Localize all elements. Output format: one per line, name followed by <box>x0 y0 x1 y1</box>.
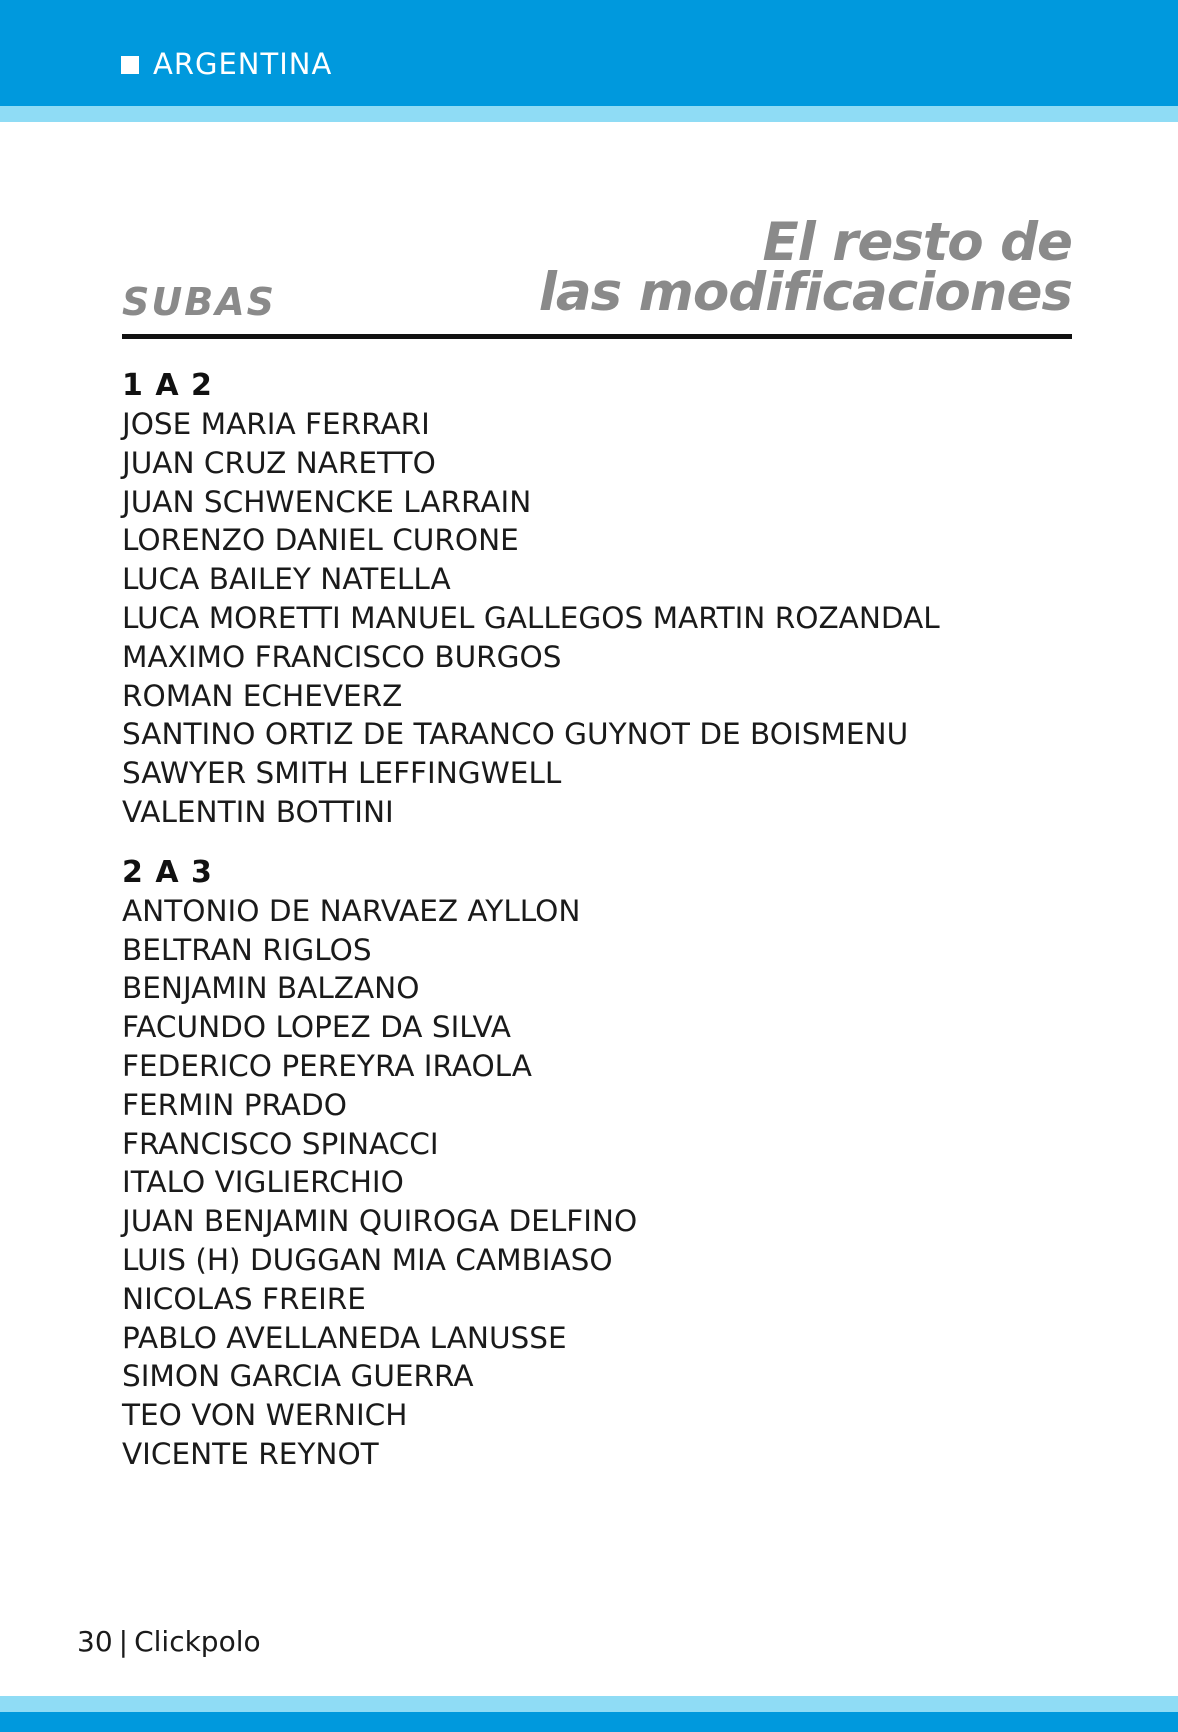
player-name: ITALO VIGLIERCHIO <box>122 1165 404 1200</box>
player-list <box>122 405 1072 832</box>
player-name: VALENTIN BOTTINI <box>122 794 394 829</box>
player-list <box>122 892 1072 1474</box>
page-footer <box>77 1625 261 1658</box>
player-name: LORENZO DANIEL CURONE <box>122 523 519 558</box>
page-number: 30 <box>77 1625 113 1658</box>
group-2-a-3 <box>122 853 1072 1474</box>
player-name: JUAN BENJAMIN QUIROGA DELFINO <box>122 1204 638 1239</box>
section-label: ARGENTINA <box>153 47 333 81</box>
footer-band <box>0 1712 1178 1732</box>
player-name: LUIS (H) DUGGAN MIA CAMBIASO <box>122 1242 613 1277</box>
player-name: ANTONIO DE NARVAEZ AYLLON <box>122 893 581 928</box>
page-title-line-1: El resto de <box>762 212 1072 273</box>
group-heading: 1 A 2 <box>122 368 213 403</box>
player-name: PABLO AVELLANEDA LANUSSE <box>122 1320 567 1355</box>
player-name: LUCA MORETTI MANUEL GALLEGOS MARTIN ROZANDAL <box>122 600 940 635</box>
square-bullet-icon <box>121 56 139 74</box>
publication-name: Clickpolo <box>134 1625 261 1658</box>
player-name: FACUNDO LOPEZ DA SILVA <box>122 1010 511 1045</box>
group-1-a-2 <box>122 366 1072 832</box>
page-title <box>538 212 1072 323</box>
player-name: TEO VON WERNICH <box>122 1398 408 1433</box>
footer-separator: | <box>118 1625 129 1658</box>
subtitle-subas: SUBAS <box>122 280 276 324</box>
player-name: SAWYER SMITH LEFFINGWELL <box>122 756 562 791</box>
footer-stripe <box>0 1696 1178 1712</box>
player-name: NICOLAS FREIRE <box>122 1281 366 1316</box>
header-stripe <box>0 106 1178 122</box>
player-name: JUAN CRUZ NARETTO <box>122 445 436 480</box>
player-name: FERMIN PRADO <box>122 1087 347 1122</box>
title-divider <box>122 334 1072 339</box>
player-name: BELTRAN RIGLOS <box>122 932 372 967</box>
player-name: BENJAMIN BALZANO <box>122 971 420 1006</box>
player-name: FEDERICO PEREYRA IRAOLA <box>122 1048 532 1083</box>
player-name: FRANCISCO SPINACCI <box>122 1126 439 1161</box>
group-heading: 2 A 3 <box>122 854 213 890</box>
player-name: VICENTE REYNOT <box>122 1436 379 1471</box>
player-name: SIMON GARCIA GUERRA <box>122 1359 474 1394</box>
page-title-line-2: las modificaciones <box>538 262 1072 323</box>
player-name: JOSE MARIA FERRARI <box>122 407 430 441</box>
section-tag <box>121 47 333 81</box>
player-name: LUCA BAILEY NATELLA <box>122 562 451 597</box>
rating-changes-list <box>122 366 1072 1495</box>
player-name: SANTINO ORTIZ DE TARANCO GUYNOT DE BOISMENU <box>122 717 909 752</box>
player-name: JUAN SCHWENCKE LARRAIN <box>122 484 532 519</box>
player-name: ROMAN ECHEVERZ <box>122 678 403 713</box>
player-name: MAXIMO FRANCISCO BURGOS <box>122 639 562 674</box>
